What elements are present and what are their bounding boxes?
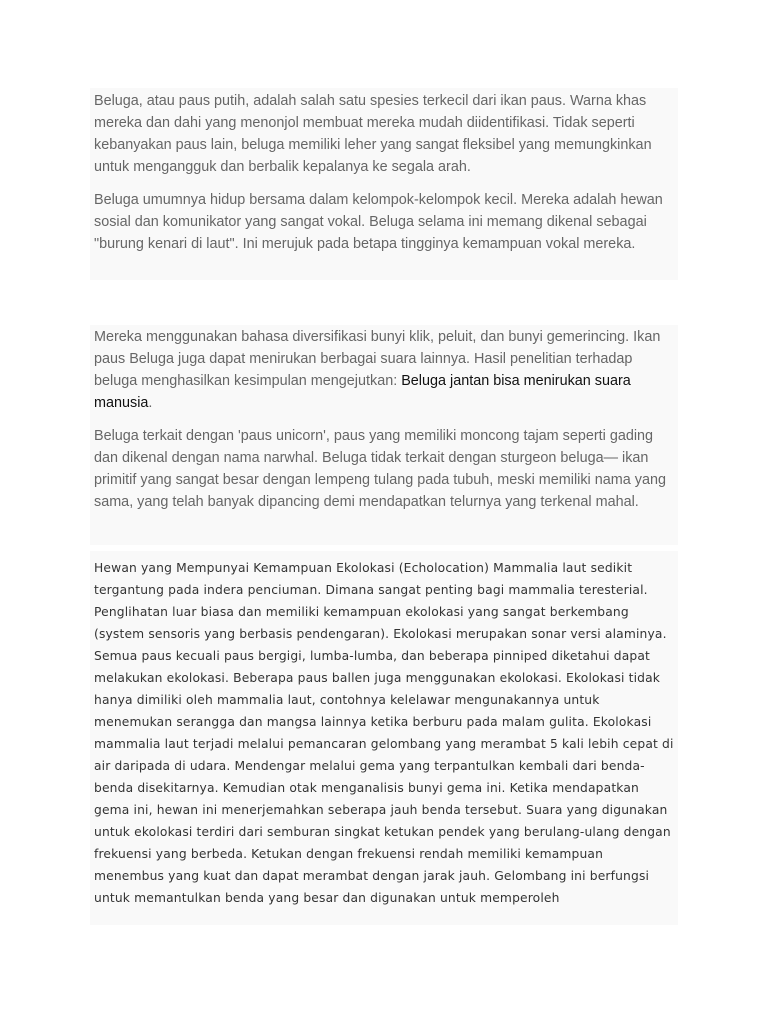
text-block-intro [90,88,678,280]
paragraph-text-end: . [148,395,153,411]
paragraph-beluga-vocal [94,326,674,414]
paragraph-beluga-intro: Beluga, atau paus putih, adalah salah satu spesies terkecil dari ikan paus. Warna khas mereka dan dahi yang menonjol membuat mereka mudah diidentifikasi. Tidak seperti kebanyakan paus lain, beluga memiliki leher yang sangat fleksibel yang memungkinkan untuk mengangguk dan berbalik kepalanya ke segala arah. [94,93,652,175]
text-block-echolocation [90,551,678,925]
paragraph-text: Mereka menggunakan bahasa diversifikasi bunyi klik, peluit, dan bunyi gemerincing. Ikan paus Beluga juga dapat menirukan berbagai suara lainnya. Hasil penelitian terhadap beluga menghasilkan kesimpulan mengejutkan: [94,329,661,389]
paragraph-beluga-social: Beluga umumnya hidup bersama dalam kelompok-kelompok kecil. Mereka adalah hewan sosial dan komunikator yang sangat vokal. Beluga selama ini memang dikenal sebagai "burung kenari di laut". Ini merujuk pada betapa tingginya kemampuan vokal mereka. [94,192,663,252]
text-block-vocal [90,325,678,545]
paragraph-echolocation: Hewan yang Mempunyai Kemampuan Ekolokasi (Echolocation) Mammalia laut sedikit tergantung pada indera penciuman. Dimana sangat penting bagi mammalia teresterial. Penglihatan luar biasa dan memiliki kemampuan ekolokasi yang sangat berkembang (system sensoris yang berbasis pendengaran). Ekolokasi merupakan sonar versi alaminya. Semua paus kecuali paus bergigi, lumba-lumba, dan beberapa pinniped diketahui dapat melakukan ekolokasi. Beberapa paus ballen juga menggunakan ekolokasi. Ekolokasi tidak hanya dimiliki oleh mammalia laut, contohnya kelelawar mengunakannya untuk menemukan serangga dan mangsa lainnya ketika berburu pada malam gulita. Ekolokasi mammalia laut terjadi melalui pemancaran gelombang yang merambat 5 kali lebih cepat di air daripada di udara. Mendengar melalui gema yang terpantulkan kembali dari benda-benda disekitarnya. Kemudian otak menganalisis bunyi gema ini. Ketika mendapatkan gema ini, hewan ini menerjemahkan seberapa jauh benda tersebut. Suara yang digunakan untuk ekolokasi terdiri dari semburan singkat ketukan pendek yang berulang-ulang dengan frekuensi yang berbeda. Ketukan dengan frekuensi rendah memiliki kemampuan menembus yang kuat dan dapat merambat dengan jarak jauh. Gelombang ini berfungsi untuk memantulkan benda yang besar dan digunakan untuk memperoleh [94,561,674,905]
highlighted-text: Beluga jantan bisa menirukan suara manusia [94,373,631,411]
paragraph-beluga-narwhal: Beluga terkait dengan 'paus unicorn', paus yang memiliki moncong tajam seperti gading dan dikenal dengan nama narwhal. Beluga tidak terkait dengan sturgeon beluga— ikan primitif yang sangat besar dengan lempeng tulang pada tubuh, meski memiliki nama yang sama, yang telah banyak dipancing demi mendapatkan telurnya yang terkenal mahal. [94,428,666,510]
